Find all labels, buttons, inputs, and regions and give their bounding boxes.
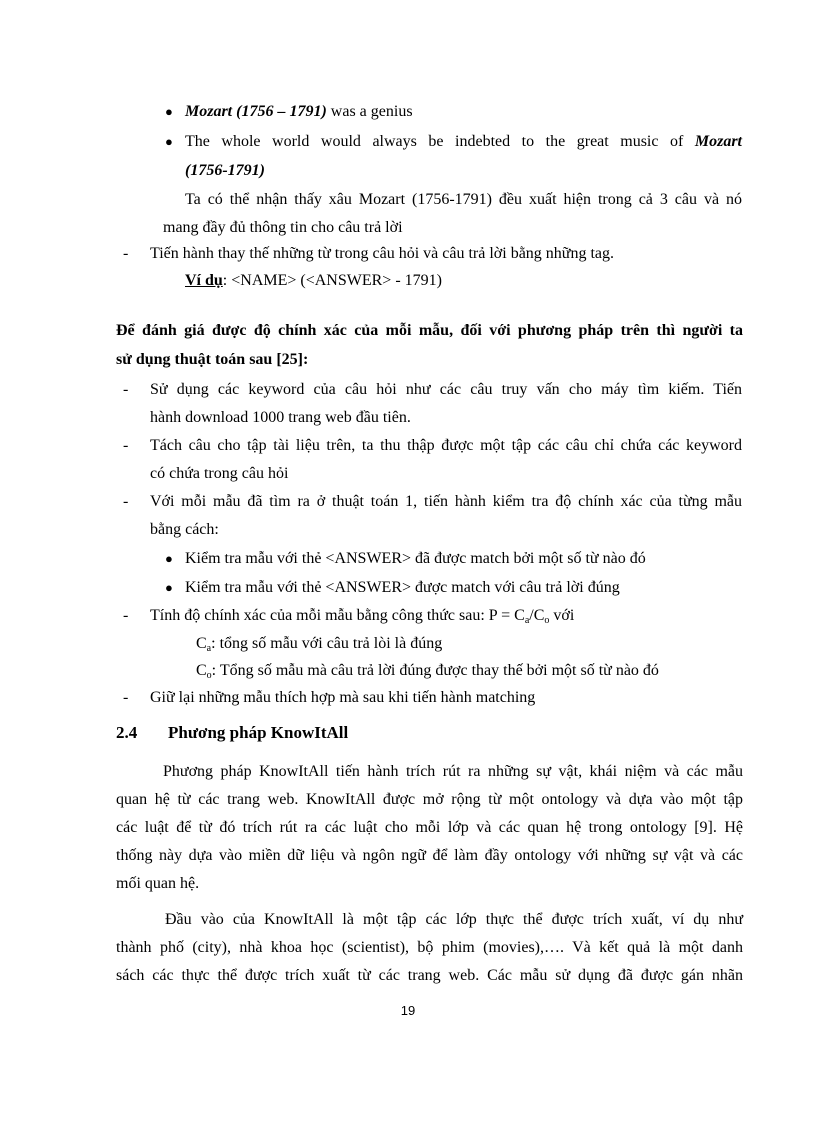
- bullet-text: The whole world would always be indebted to the great music of: [185, 133, 695, 150]
- bullet-bold-text: Mozart: [694, 133, 742, 150]
- example-line: [185, 271, 442, 291]
- step-2-line-2: có chứa trong câu hỏi: [150, 465, 289, 482]
- paragraph-1-line: thống này dựa vào miền dữ liệu và ngôn ngữ để làm đầy ontology với những sự vật và các: [116, 847, 743, 864]
- bold-intro-line-2: sử dụng thuật toán sau [25]:: [116, 351, 309, 368]
- formula-text: Tính độ chính xác của mỗi mẫu bằng công thức sau: P = C: [150, 607, 525, 624]
- paragraph-2-line: thành phố (city), nhà khoa học (scientist), bộ phim (movies),…. Và kết quả là một danh: [116, 939, 743, 956]
- dash-marker: -: [123, 689, 129, 706]
- definition-symbol: C: [196, 635, 207, 652]
- bullet-icon: ●: [165, 551, 173, 566]
- formula-suffix: với: [549, 607, 575, 624]
- paragraph-1-line: các luật để từ đó trích rút ra các luật cho mỗi lớp và các quan hệ trong ontology [9]. Hệ: [116, 819, 743, 836]
- bullet-icon: ●: [165, 104, 173, 119]
- section-number: 2.4: [116, 723, 138, 742]
- dash-marker: -: [123, 493, 129, 510]
- step-1-line-1: Sử dụng các keyword của câu hỏi như các câu truy vấn cho máy tìm kiếm. Tiến: [150, 381, 742, 398]
- dash-marker: -: [123, 437, 129, 454]
- definition-text: : tổng số mẫu với câu trả lòi là đúng: [211, 635, 443, 652]
- formula-sub-o: o: [544, 615, 550, 626]
- section-title: Phương pháp KnowItAll: [168, 723, 349, 742]
- paragraph-1-line: Phương pháp KnowItAll tiến hành trích rút ra những sự vật, khái niệm và các mẫu: [163, 763, 743, 780]
- definition-sub: a: [206, 643, 212, 654]
- formula-slash: /C: [529, 607, 545, 624]
- bullet-text: was a genius: [326, 103, 413, 120]
- definition-symbol: C: [196, 662, 207, 679]
- bullet-item-mozart-genius: [185, 102, 413, 122]
- last-step-text: Giữ lại những mẫu thích hợp mà sau khi tiến hành matching: [150, 689, 536, 706]
- dash-replace-text: Tiến hành thay thế những từ trong câu hỏi và câu trả lời bằng những tag.: [150, 245, 615, 262]
- step-3-line-2: bằng cách:: [150, 521, 219, 538]
- dash-marker: -: [123, 245, 129, 262]
- step-3-line-1: Với mỗi mẫu đã tìm ra ở thuật toán 1, tiến hành kiểm tra độ chính xác của từng mẫu: [150, 493, 742, 510]
- bullet-item-indebted: [185, 132, 742, 152]
- dash-marker: -: [123, 607, 129, 624]
- formula-sub-a: a: [524, 615, 530, 626]
- definition-text: : Tổng số mẫu mà câu trả lời đúng được thay thế bởi một số từ nào đó: [211, 662, 659, 679]
- step-1-line-2: hành download 1000 trang web đầu tiên.: [150, 409, 411, 426]
- page-number: 19: [400, 1003, 416, 1018]
- check-bullet-2: Kiểm tra mẫu với thẻ <ANSWER> được match với câu trả lời đúng: [185, 579, 620, 596]
- note-line-2: mang đầy đủ thông tin cho câu trả lời: [163, 219, 403, 236]
- paragraph-2-line: Đầu vào của KnowItAll là một tập các lớp thực thể được trích xuất, ví dụ như: [165, 911, 743, 928]
- formula-line: [150, 606, 574, 626]
- step-2-line-1: Tách câu cho tập tài liệu trên, ta thu thập được một tập các câu chỉ chứa các keyword: [150, 437, 742, 454]
- check-bullet-1: Kiểm tra mẫu với thẻ <ANSWER> đã được match bởi một số từ nào đó: [185, 550, 646, 567]
- dash-marker: -: [123, 381, 129, 398]
- paragraph-1-line: mối quan hệ.: [116, 875, 200, 892]
- example-text: : <NAME> (<ANSWER> - 1791): [222, 272, 442, 289]
- paragraph-2-line: sách các thực thể được trích xuất từ các trang web. Các mẫu sử dụng đã được gán nhãn: [116, 967, 743, 984]
- note-line-1: Ta có thể nhận thấy xâu Mozart (1756-1791) đều xuất hiện trong cả 3 câu và nó: [185, 191, 742, 208]
- bullet-icon: ●: [165, 134, 173, 149]
- example-label: Ví dụ: [185, 272, 223, 289]
- bold-intro-line-1: Để đánh giá được độ chính xác của mỗi mẫu, đối với phương pháp trên thì người ta: [116, 322, 743, 339]
- paragraph-1-line: quan hệ từ các trang web. KnowItAll được mở rộng từ một ontology và dựa vào một tập: [116, 791, 743, 808]
- definition-ca: [196, 634, 442, 654]
- bullet-continuation: (1756-1791): [185, 162, 265, 179]
- definition-co: [196, 661, 659, 681]
- definition-sub: o: [206, 670, 212, 681]
- bullet-bold-text: Mozart (1756 – 1791): [185, 103, 327, 120]
- bullet-icon: ●: [165, 580, 173, 595]
